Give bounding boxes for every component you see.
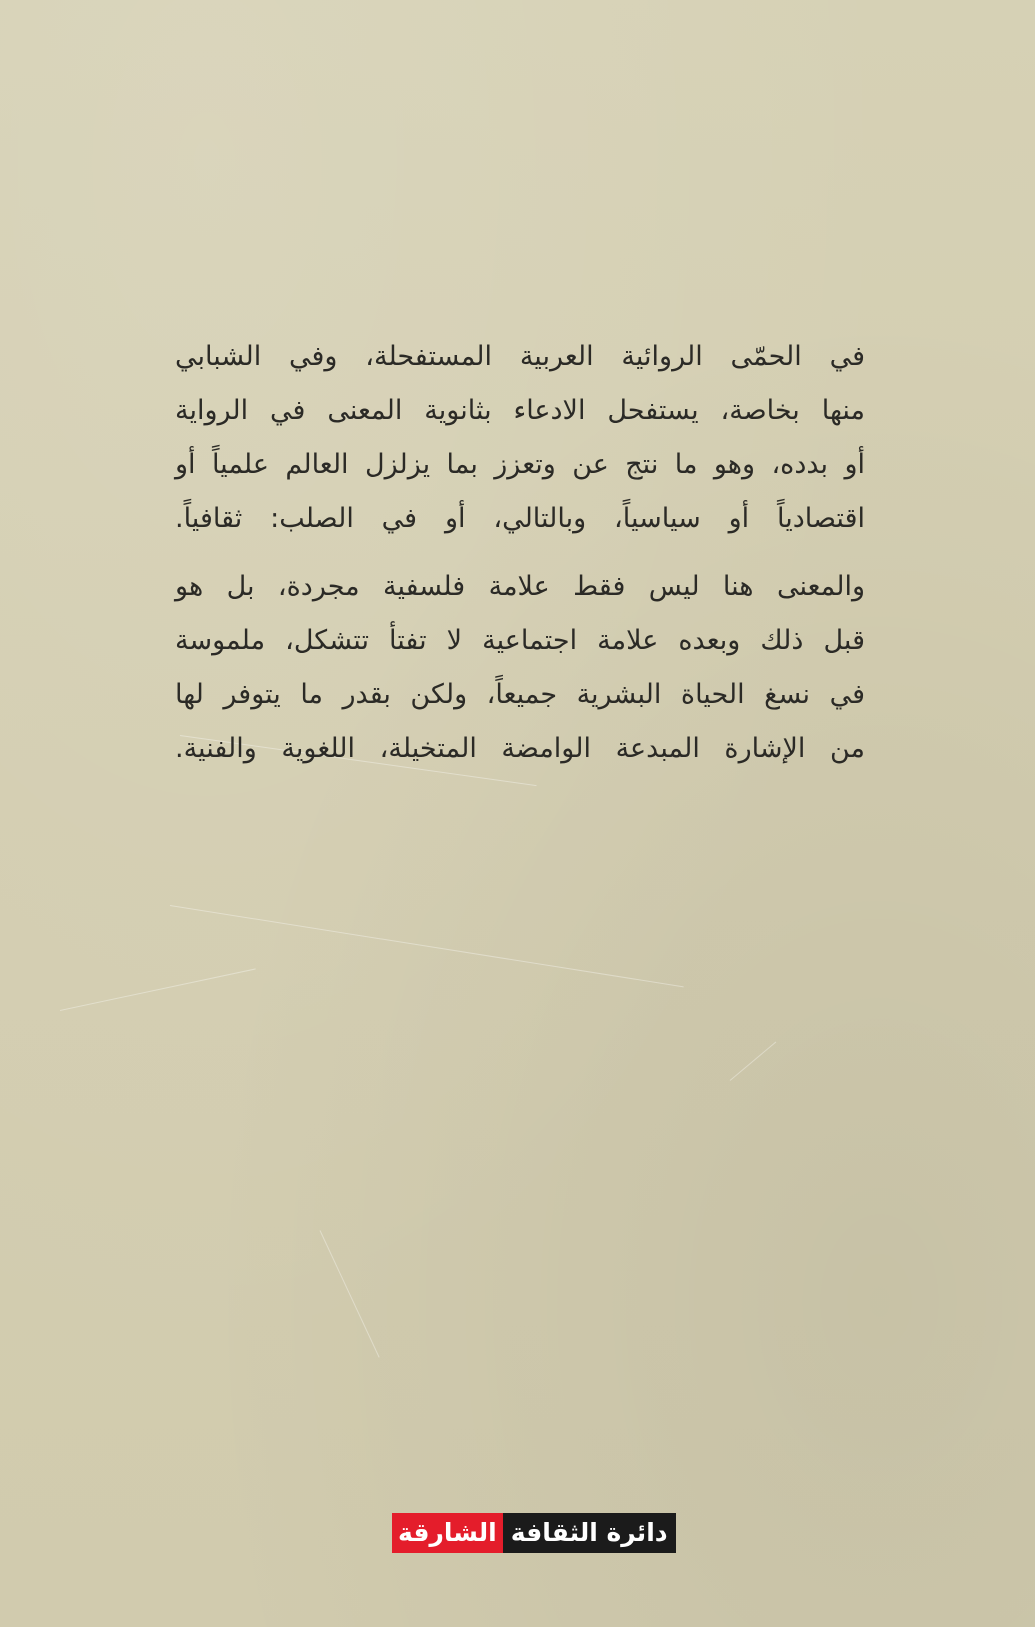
publisher-logo-culture-department: دائرة الثقافة bbox=[503, 1513, 676, 1553]
blurb-line: منها بخاصة، يستفحل الادعاء بثانوية المعنى في الرواية bbox=[175, 395, 865, 426]
publisher-logo bbox=[392, 1513, 676, 1553]
back-cover-blurb bbox=[175, 330, 865, 776]
blurb-paragraph-2 bbox=[175, 560, 865, 776]
blurb-line: قبل ذلك وبعده علامة اجتماعية لا تفتأ تتشكل، ملموسة bbox=[175, 625, 865, 656]
blurb-line: والمعنى هنا ليس فقط علامة فلسفية مجردة، بل هو bbox=[175, 571, 865, 602]
blurb-line: من الإشارة المبدعة الوامضة المتخيلة، اللغوية والفنية. bbox=[175, 733, 865, 764]
publisher-logo-sharjah: الشارقة bbox=[392, 1513, 503, 1553]
surface-scuff bbox=[60, 968, 256, 1011]
blurb-line: في نسغ الحياة البشرية جميعاً، ولكن بقدر ما يتوفر لها bbox=[175, 679, 865, 710]
blurb-line: اقتصادياً أو سياسياً، وبالتالي، أو في الصلب: ثقافياً. bbox=[175, 503, 865, 534]
blurb-paragraph-1 bbox=[175, 330, 865, 546]
blurb-line: في الحمّى الروائية العربية المستفحلة، وفي الشبابي bbox=[175, 341, 865, 372]
surface-scuff bbox=[170, 905, 684, 987]
blurb-line: أو بدده، وهو ما نتج عن وتعزز بما يزلزل العالم علمياً أو bbox=[175, 449, 865, 480]
surface-scuff bbox=[320, 1230, 380, 1357]
surface-scuff bbox=[730, 1042, 777, 1081]
